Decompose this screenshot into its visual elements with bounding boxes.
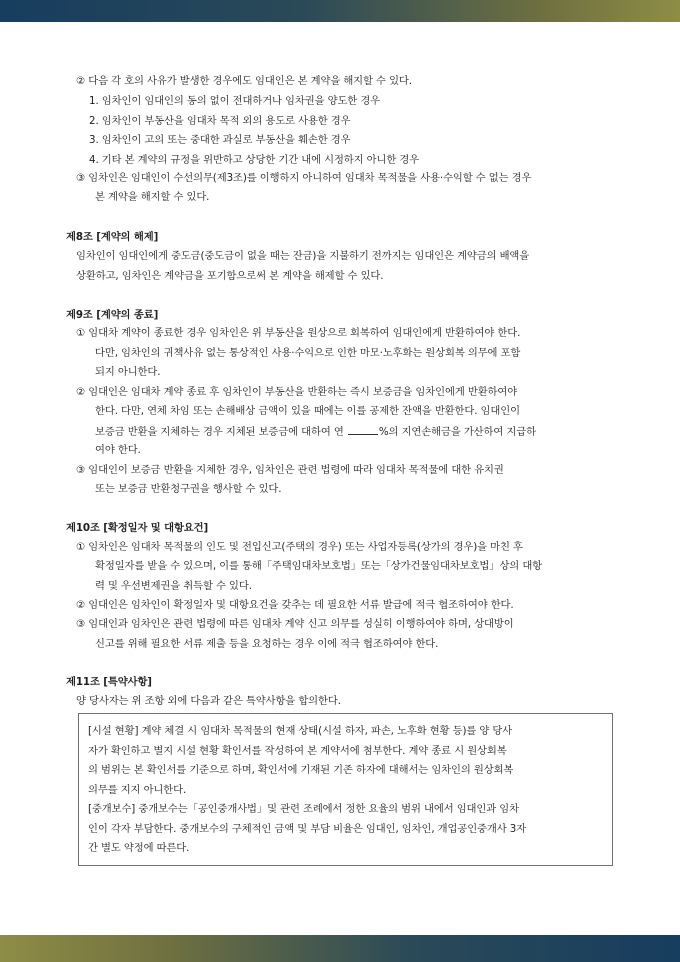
clause-7-item-3-cont: 본 계약을 해지할 수 있다.	[95, 191, 210, 203]
clause-7-item-2: ② 다음 각 호의 사유가 발생한 경우에도 임대인은 본 계약을 해지할 수 있다.	[76, 75, 412, 87]
article-9-item-1-cont: 다만, 임차인의 귀책사유 없는 통상적인 사용·수익으로 인한 마모·노후화는 원상회복 의무에 포함	[95, 347, 521, 359]
article-10-item-1-cont: 확정일자를 받을 수 있으며, 이를 통해「주택임대차보호법」또는「상가건물임대차보호법」상의 대항	[95, 560, 543, 572]
article-8-text: 임차인이 임대인에게 중도금(중도금이 없을 때는 잔금)을 지불하기 전까지는 임대인은 계약금의 배액을	[76, 250, 530, 262]
article-9-item-2-text-b: %의 지연손해금을 가산하여 지급하	[378, 426, 536, 438]
special-term-facility-cont: 의무를 지지 아니한다.	[88, 784, 187, 796]
article-9-item-2: ② 임대인은 임대차 계약 종료 후 임차인이 부동산을 반환하는 즉시 보증금을 임차인에게 반환하여야	[76, 386, 518, 398]
article-10-item-1-cont: 력 및 우선변제권을 취득할 수 있다.	[95, 580, 252, 592]
article-9-item-3: ③ 임대인이 보증금 반환을 지체한 경우, 임차인은 관련 법령에 따라 임대차 목적물에 대한 유치권	[76, 464, 504, 476]
header-decor-bar	[0, 0, 680, 22]
article-8-heading: 제8조 [계약의 해제]	[66, 231, 159, 243]
special-term-facility-cont: 자가 확인하고 별지 시설 현황 확인서를 작성하여 본 계약서에 첨부한다. 계약 종료 시 원상회복	[88, 745, 507, 757]
article-11-heading: 제11조 [특약사항]	[66, 676, 152, 688]
interest-rate-blank	[348, 424, 378, 435]
article-9-item-1: ① 임대차 계약이 종료한 경우 임차인은 위 부동산을 원상으로 회복하여 임대인에게 반환하여야 한다.	[76, 327, 521, 339]
article-9-heading: 제9조 [계약의 종료]	[66, 309, 159, 321]
special-term-facility-cont: 의 범위는 본 확인서를 기준으로 하며, 확인서에 기재된 기존 하자에 대해서는 임차인의 원상회복	[88, 764, 514, 776]
special-term-brokerage-cont: 간 별도 약정에 따른다.	[88, 842, 190, 854]
article-10-item-3: ③ 임대인과 임차인은 관련 법령에 따른 임대차 계약 신고 의무를 성실히 이행하여야 하며, 상대방이	[76, 618, 514, 630]
article-10-heading: 제10조 [확정일자 및 대항요건]	[66, 522, 209, 534]
clause-7-subitem-1: 1. 임차인이 임대인의 동의 없이 전대하거나 임차권을 양도한 경우	[89, 95, 381, 107]
article-9-item-3-cont: 또는 보증금 반환청구권을 행사할 수 있다.	[95, 483, 282, 495]
article-9-item-2-text-a: 보증금 반환을 지체하는 경우 지체된 보증금에 대하여 연	[95, 426, 344, 438]
article-9-item-2-cont: 한다. 다만, 연체 차임 또는 손해배상 금액이 있을 때에는 이를 공제한 잔액을 반환한다. 임대인이	[95, 405, 520, 417]
article-10-item-1: ① 임차인은 임대차 목적물의 인도 및 전입신고(주택의 경우) 또는 사업자등록(상가의 경우)을 마친 후	[76, 541, 523, 553]
article-8-text-cont: 상환하고, 임차인은 계약금을 포기함으로써 본 계약을 해제할 수 있다.	[76, 270, 384, 282]
article-9-item-2-cont: 여야 한다.	[95, 444, 141, 456]
footer-decor-bar	[0, 935, 680, 962]
article-11-intro: 양 당사자는 위 조항 외에 다음과 같은 특약사항을 합의한다.	[76, 695, 341, 707]
article-9-item-1-cont: 되지 아니한다.	[95, 366, 161, 378]
clause-7-item-3: ③ 임차인은 임대인이 수선의무(제3조)를 이행하지 아니하여 임대차 목적물을 사용·수익할 수 없는 경우	[76, 172, 532, 184]
article-9-item-2-cont	[95, 424, 536, 439]
article-10-item-3-cont: 신고를 위해 필요한 서류 제출 등을 요청하는 경우 이에 적극 협조하여야 한다.	[95, 638, 439, 650]
special-term-facility: [시설 현황] 계약 체결 시 임대차 목적물의 현재 상태(시설 하자, 파손, 노후화 현황 등)를 양 당사	[88, 725, 513, 737]
clause-7-subitem-3: 3. 임차인이 고의 또는 중대한 과실로 부동산을 훼손한 경우	[89, 134, 351, 146]
special-term-brokerage-cont: 인이 각자 부담한다. 중개보수의 구체적인 금액 및 부담 비율은 임대인, 임차인, 개업공인중개사 3자	[88, 823, 527, 835]
clause-7-subitem-2: 2. 임차인이 부동산을 임대차 목적 외의 용도로 사용한 경우	[89, 115, 351, 127]
article-10-item-2: ② 임대인은 임차인이 확정일자 및 대항요건을 갖추는 데 필요한 서류 발급에 적극 협조하여야 한다.	[76, 599, 514, 611]
clause-7-subitem-4: 4. 기타 본 계약의 규정을 위반하고 상당한 기간 내에 시정하지 아니한 경우	[89, 154, 420, 166]
special-term-brokerage: [중개보수] 중개보수는「공인중개사법」및 관련 조례에서 정한 요율의 범위 내에서 임대인과 임차	[88, 803, 519, 815]
